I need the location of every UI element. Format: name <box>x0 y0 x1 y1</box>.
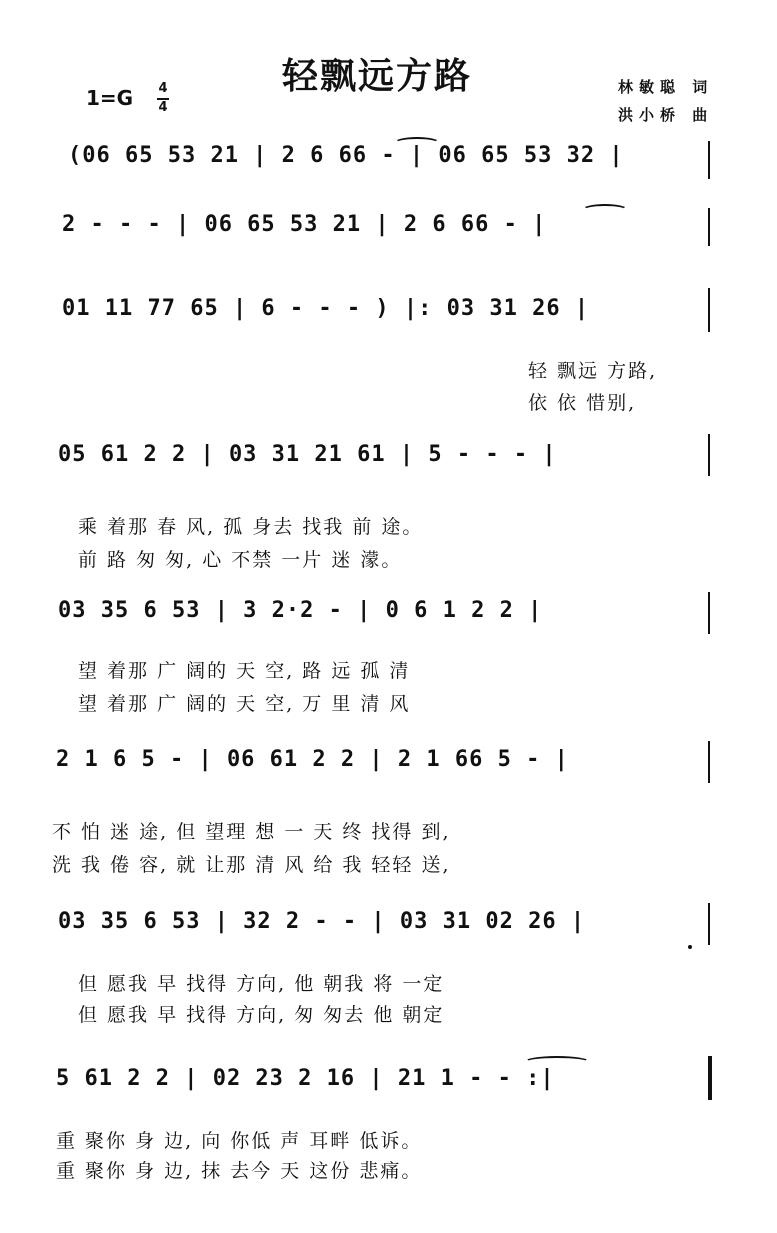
lyricist-credit: 林敏聪 词 <box>618 78 714 96</box>
lyric-line-2: 洗 我 倦 容, 就 让那 清 风 给 我 轻轻 送, <box>52 854 451 876</box>
tie-arc <box>582 204 628 216</box>
notation-row: 03 35 6 53 | 32 2 - - | 03 31 02 26 | <box>58 909 586 934</box>
lyric-line-2: 望 着那 广 阔的 天 空, 万 里 清 风 <box>78 693 411 715</box>
composer-credit: 洪小桥 曲 <box>618 106 714 124</box>
song-title: 轻飘远方路 <box>282 55 473 97</box>
time-signature-top: 4 <box>158 81 168 96</box>
tie-arc <box>524 1056 590 1068</box>
lyric-line-1: 重 聚你 身 边, 向 你低 声 耳畔 低诉。 <box>56 1130 423 1152</box>
lyric-line-1: 望 着那 广 阔的 天 空, 路 远 孤 清 <box>78 660 411 682</box>
lyric-line-2: 但 愿我 早 找得 方向, 匆 匆去 他 朝定 <box>78 1004 445 1026</box>
lyric-line-2: 依 依 惜别, <box>528 392 637 414</box>
lyric-line-1: 但 愿我 早 找得 方向, 他 朝我 将 一定 <box>78 973 445 995</box>
octave-dot <box>688 945 692 949</box>
staff-2 <box>0 200 777 260</box>
notation-row: 2 - - - | 06 65 53 21 | 2 6 66 - | <box>62 212 547 237</box>
tie-arc <box>394 137 440 149</box>
barline <box>708 903 710 945</box>
barline <box>708 288 710 332</box>
time-signature-bottom: 4 <box>158 100 168 115</box>
staff-5 <box>0 590 777 720</box>
lyric-line-1: 乘 着那 春 风, 孤 身去 找我 前 途。 <box>78 516 424 538</box>
staff-3 <box>0 282 777 422</box>
notation-row: 2 1 6 5 - | 06 61 2 2 | 2 1 66 5 - | <box>56 747 569 772</box>
notation-row: 03 35 6 53 | 3 2·2 - | 0 6 1 2 2 | <box>58 598 543 623</box>
staff-4 <box>0 430 777 580</box>
barline <box>708 741 710 783</box>
barline <box>708 208 710 246</box>
notation-row: (06 65 53 21 | 2 6 66 - | 06 65 53 32 | <box>68 143 624 168</box>
lyric-line-2: 重 聚你 身 边, 抹 去今 天 这份 悲痛。 <box>56 1160 423 1182</box>
staff-7 <box>0 895 777 1035</box>
barline <box>708 141 710 179</box>
notation-row: 5 61 2 2 | 02 23 2 16 | 21 1 - - :| <box>56 1066 555 1091</box>
lyric-line-1: 轻 飘远 方路, <box>528 360 658 382</box>
notation-row: 05 61 2 2 | 03 31 21 61 | 5 - - - | <box>58 442 557 467</box>
barline <box>708 434 710 476</box>
staff-6 <box>0 735 777 880</box>
staff-1 <box>0 135 777 195</box>
key-signature: 1=G <box>86 86 134 110</box>
staff-8 <box>0 1050 777 1200</box>
lyric-line-2: 前 路 匆 匆, 心 不禁 一片 迷 濛。 <box>78 549 403 571</box>
barline <box>708 592 710 634</box>
lyric-line-1: 不 怕 迷 途, 但 望理 想 一 天 终 找得 到, <box>52 821 451 843</box>
repeat-end-barline <box>708 1056 712 1100</box>
notation-row: 01 11 77 65 | 6 - - - ) |: 03 31 26 | <box>62 296 590 321</box>
